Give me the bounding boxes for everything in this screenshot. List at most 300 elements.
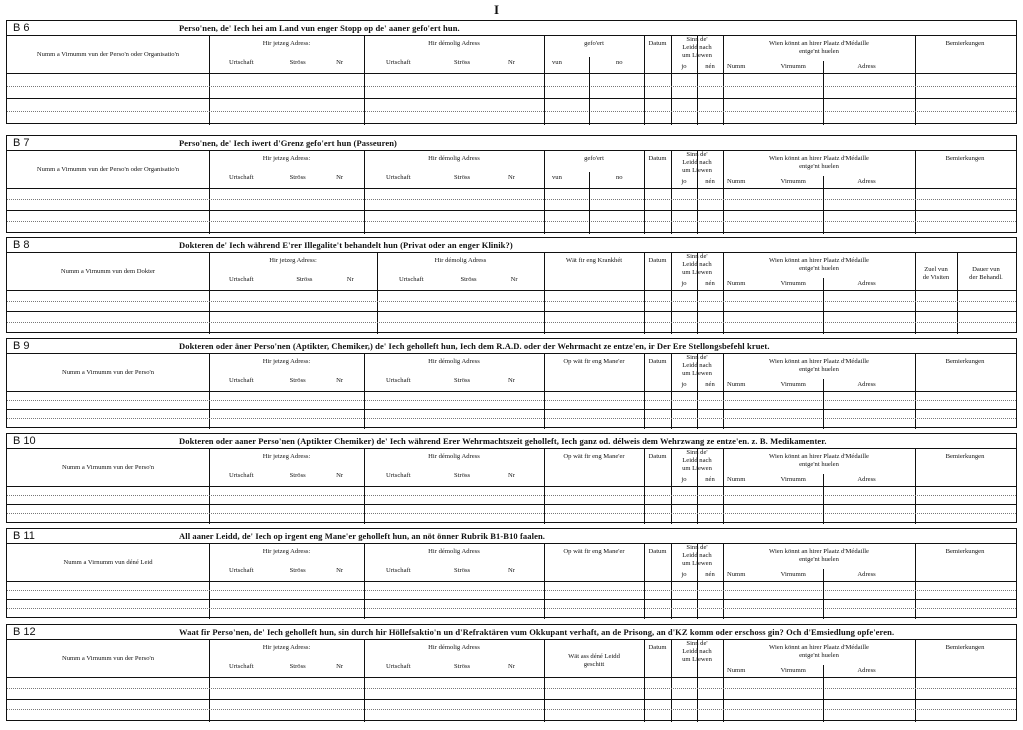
entry-cell[interactable] [915,391,1015,409]
medal-header-line2: entge'nt huelen [799,48,839,55]
current-street-label: Ströss [289,59,306,66]
entry-cell[interactable] [7,486,209,504]
former-street-label: Ströss [454,663,471,670]
medal-header-line2: entge'nt huelen [799,652,839,659]
name-header: Numm a Virnumm vun der Perso'n [61,369,155,376]
entry-cell[interactable] [364,504,544,522]
entry-cell[interactable] [697,486,723,504]
entry-cell[interactable] [364,98,544,123]
entry-cell[interactable] [544,409,644,427]
former-place-label: Urtschaft [386,567,411,574]
current-place-label: Urtschaft [229,59,254,66]
alive-yes-label: jo [681,381,687,388]
visits-header-line2: de Visiten [922,274,950,281]
former-place-label: Urtschaft [386,174,411,181]
entry-cell[interactable] [544,73,644,98]
alive-header-line3: um Liewen [682,52,712,59]
section-header [7,339,1016,354]
entry-cell[interactable] [671,98,697,123]
section-title: Perso'nen, de' Iech iwert d'Grenz gefo'ert hun (Passeuren) [179,138,397,148]
entry-cell[interactable] [915,98,1015,123]
alive-header-line1: Sinn de' [686,36,708,43]
medal-firstname-label: Virnumm [780,667,806,674]
alive-no-label: nén [705,280,715,287]
current-address-header: Hir jetzeg Adress: [262,155,311,162]
name-header: Numm a Virnumm vun der Perso'n [61,464,155,471]
section-title: Waat fir Perso'nen, de' Iech geholleft hun, sin durch hir Höllefsaktio'n un d'Refraktären vum Okkupant verhaft, an de Prisong, an d'KZ komm oder erschoss gin? Och d'Emsiedlung opfe'eren. [179,627,895,637]
entry-cell[interactable] [7,290,209,311]
entry-cell[interactable] [957,311,1015,332]
former-address-header: Hir démolig Adress [428,358,480,365]
former-no-label: Nr [508,663,515,670]
entry-cell[interactable] [644,188,671,210]
entry-cell[interactable] [364,677,544,699]
entry-cell[interactable] [209,391,364,409]
entry-cell[interactable] [7,210,209,232]
current-no-label: Nr [336,377,344,384]
transport-header: gefo'ert [584,40,604,47]
entry-cell[interactable] [671,311,697,332]
current-place-label: Urtschaft [229,663,254,670]
medal-firstname-label: Virnumm [780,63,806,70]
entry-cell[interactable] [915,486,1015,504]
entry-cell[interactable] [697,290,723,311]
medal-header-line2: entge'nt huelen [799,163,839,170]
entry-cell[interactable] [915,311,957,332]
entry-cell[interactable] [723,699,915,721]
entry-cell[interactable] [209,188,364,210]
alive-header-line3: um Liewen [682,560,712,567]
entry-cell[interactable] [723,73,915,98]
entry-cell[interactable] [671,677,697,699]
entry-cell[interactable] [644,210,671,232]
alive-header-line1: Sinn de' [686,354,708,361]
entry-cell[interactable] [697,699,723,721]
entry-cell[interactable] [697,581,723,599]
entry-cell[interactable] [544,188,644,210]
entry-cell[interactable] [671,188,697,210]
entry-cell[interactable] [697,311,723,332]
former-no-label: Nr [508,567,515,574]
section-title: Dokteren oder aaner Perso'nen (Aptikter Chemiker) de' Iech während Erer Wehrmachtszeit geholleft, Iech ganz od. délweis dem Wehrzwang ze entze'en. z. B. Medikamenter. [179,436,827,446]
alive-header-line1: Sinn de' [686,544,708,551]
section-b7 [6,135,1017,233]
entry-cell[interactable] [644,599,671,617]
former-street-label: Ströss [454,174,471,181]
entry-cell[interactable] [671,599,697,617]
entry-cell[interactable] [915,504,1015,522]
entry-cell[interactable] [671,581,697,599]
transport-to-label: no [616,174,623,181]
entry-cell[interactable] [915,409,1015,427]
entry-cell[interactable] [671,210,697,232]
entry-cell[interactable] [723,504,915,522]
current-place-label: Urtschaft [229,276,254,283]
medal-header-line2: entge'nt huelen [799,265,839,272]
section-b11 [6,528,1017,618]
visits-header-line1: Zuel vun [924,266,948,273]
entry-cell[interactable] [209,504,364,522]
alive-no-label: nén [705,381,715,388]
former-address-header: Hir démolig Adress [428,548,480,555]
entry-cell[interactable] [723,311,915,332]
medal-address-label: Adress [857,571,876,578]
section-header [7,238,1016,253]
entry-cell[interactable] [915,599,1015,617]
section-header [7,21,1016,36]
former-place-label: Urtschaft [386,59,411,66]
entry-cell[interactable] [7,409,209,427]
entry-cell[interactable] [544,210,644,232]
medal-name-label: Numm [727,667,746,674]
alive-yes-label: jo [681,476,687,483]
section-header [7,529,1016,544]
entry-cell[interactable] [7,699,209,721]
entry-cell[interactable] [209,311,377,332]
page-mark: I [494,2,500,17]
section-b10 [6,433,1017,523]
current-street-label: Ströss [289,663,306,670]
treatment-duration-line1: Dauer vun [972,266,1000,273]
entry-cell[interactable] [7,98,209,123]
current-no-label: Nr [336,174,344,181]
medal-header-line2: entge'nt huelen [799,461,839,468]
entry-cell[interactable] [915,699,1015,721]
entry-cell[interactable] [209,210,364,232]
entry-cell[interactable] [644,311,671,332]
entry-cell[interactable] [544,290,644,311]
entry-cell[interactable] [644,391,671,409]
entry-cell[interactable] [7,391,209,409]
current-place-label: Urtschaft [229,174,254,181]
entry-cell[interactable] [723,210,915,232]
entry-cell[interactable] [209,581,364,599]
medal-address-label: Adress [857,381,876,388]
medal-name-label: Numm [727,178,746,185]
current-street-label: Ströss [289,377,306,384]
current-place-label: Urtschaft [229,472,254,479]
section-b12 [6,624,1017,721]
entry-cell[interactable] [915,290,957,311]
entry-cell[interactable] [7,504,209,522]
entry-cell[interactable] [544,486,644,504]
section-code: B 9 [13,340,30,352]
former-address-header: Hir démolig Adress [428,453,480,460]
alive-no-label: nén [705,178,715,185]
entry-cell[interactable] [544,599,644,617]
alive-header-line3: um Liewen [682,269,712,276]
medal-firstname-label: Virnumm [780,381,806,388]
entry-cell[interactable] [644,409,671,427]
alive-header-line2: Leidd nach [682,362,712,369]
entry-cell[interactable] [671,486,697,504]
entry-cell[interactable] [377,290,544,311]
alive-header-line1: Sinn de' [686,253,708,260]
entry-cell[interactable] [7,188,209,210]
medal-header: Wien könnt an hirer Plaatz d'Médaille [769,358,869,365]
entry-cell[interactable] [671,391,697,409]
medal-firstname-label: Virnumm [780,571,806,578]
medal-name-label: Numm [727,571,746,578]
section-title: Dokteren oder äner Perso'nen (Aptikter, Chemiker,) de' Iech geholleft hun, Iech dem R.A.D. oder der Wehrmacht ze entze'en, ir Der Ere Stellongsbefehl kruet. [179,341,770,351]
former-no-label: Nr [508,59,515,66]
former-street-label: Ströss [454,472,471,479]
medal-address-label: Adress [857,667,876,674]
entry-cell[interactable] [544,677,644,699]
alive-header-line3: um Liewen [682,465,712,472]
section-title: Dokteren de' Iech während E'rer Illegalite't behandelt hun (Privat oder an enger Klinik?) [179,240,513,250]
former-street-label: Ströss [454,59,471,66]
entry-cell[interactable] [364,210,544,232]
fate-header-line1: Wät ass déné Leidd [568,653,620,660]
alive-header-line1: Sinn de' [686,449,708,456]
entry-cell[interactable] [209,73,364,98]
entry-cell[interactable] [364,581,544,599]
alive-header-line2: Leidd nach [682,261,712,268]
entry-cell[interactable] [644,290,671,311]
entry-cell[interactable] [915,210,1015,232]
entry-cell[interactable] [723,581,915,599]
entry-cell[interactable] [644,677,671,699]
current-street-label: Ströss [289,174,306,181]
remarks-header: Bemierkungen [945,548,985,555]
alive-no-label: nén [705,476,715,483]
name-header: Numm a Virnumm vun dem Dokter [60,268,156,275]
entry-cell[interactable] [7,311,209,332]
transport-from-label: vun [552,174,562,181]
entry-cell[interactable] [723,486,915,504]
current-place-label: Urtschaft [229,567,254,574]
medal-name-label: Numm [727,280,746,287]
entry-cell[interactable] [697,98,723,123]
fate-header-line2: geschitt [583,661,605,668]
detail-header: Op wät fir eng Mane'er [563,548,625,555]
entry-cell[interactable] [723,290,915,311]
section-code: B 7 [13,137,30,149]
section-code: B 8 [13,239,30,251]
alive-yes-label: jo [681,178,687,185]
remarks-header: Bemierkungen [945,644,985,651]
entry-cell[interactable] [697,504,723,522]
entry-cell[interactable] [544,581,644,599]
entry-cell[interactable] [544,699,644,721]
former-place-label: Urtschaft [386,663,411,670]
entry-cell[interactable] [209,699,364,721]
medal-header: Wien könnt an hirer Plaatz d'Médaille [769,155,869,162]
section-code: B 11 [13,530,35,542]
alive-yes-label: jo [681,571,687,578]
entry-cell[interactable] [644,699,671,721]
current-no-label: Nr [336,59,344,66]
entry-cell[interactable] [377,311,544,332]
treatment-duration-line2: der Behandl. [969,274,1003,281]
alive-header-line2: Leidd nach [682,159,712,166]
date-header: Datum [648,257,667,264]
entry-cell[interactable] [723,391,915,409]
section-code: B 12 [13,626,36,638]
medal-name-label: Numm [727,476,746,483]
alive-yes-label: jo [681,63,687,70]
entry-cell[interactable] [697,188,723,210]
entry-cell[interactable] [364,599,544,617]
entry-cell[interactable] [209,599,364,617]
former-place-label: Urtschaft [386,377,411,384]
current-no-label: Nr [336,472,344,479]
alive-header-line1: Sinn de' [686,151,708,158]
current-address-header: Hir jetzeg Adress: [262,40,311,47]
entry-cell[interactable] [644,98,671,123]
entry-cell[interactable] [364,486,544,504]
former-address-header: Hir démolig Adress [428,40,480,47]
medal-name-label: Numm [727,63,746,70]
alive-header-line3: um Liewen [682,656,712,663]
entry-cell[interactable] [364,409,544,427]
entry-cell[interactable] [364,73,544,98]
medal-firstname-label: Virnumm [780,178,806,185]
remarks-header: Bemierkungen [945,358,985,365]
alive-no-label: nén [705,571,715,578]
former-address-header: Hir démolig Adress [428,644,480,651]
entry-cell[interactable] [697,210,723,232]
medal-header: Wien könnt an hirer Plaatz d'Médaille [769,453,869,460]
entry-cell[interactable] [209,677,364,699]
entry-cell[interactable] [7,677,209,699]
entry-cell[interactable] [364,391,544,409]
entry-cell[interactable] [544,391,644,409]
former-street-label: Ströss [460,276,477,283]
entry-cell[interactable] [671,504,697,522]
medal-header-line2: entge'nt huelen [799,556,839,563]
entry-cell[interactable] [671,73,697,98]
entry-cell[interactable] [364,188,544,210]
medal-firstname-label: Virnumm [780,280,806,287]
alive-header-line2: Leidd nach [682,552,712,559]
entry-cell[interactable] [697,599,723,617]
name-header: Numm a Virnumm vun der Perso'n oder Organisatio'n [36,51,180,58]
entry-cell[interactable] [723,677,915,699]
current-no-label: Nr [346,276,354,283]
entry-cell[interactable] [915,188,1015,210]
section-b9 [6,338,1017,428]
entry-cell[interactable] [209,409,364,427]
remarks-header: Bemierkungen [945,40,985,47]
current-street-label: Ströss [289,472,306,479]
entry-cell[interactable] [671,290,697,311]
section-title: Perso'nen, de' Iech hei am Land vun enger Stopp op de' aaner gefo'ert hun. [179,23,460,33]
alive-no-label: nén [705,63,715,70]
entry-cell[interactable] [644,581,671,599]
entry-cell[interactable] [957,290,1015,311]
section-b8 [6,237,1017,333]
entry-cell[interactable] [209,290,377,311]
entry-cell[interactable] [697,73,723,98]
current-no-label: Nr [336,663,344,670]
entry-cell[interactable] [723,409,915,427]
former-no-label: Nr [508,472,515,479]
entry-cell[interactable] [544,504,644,522]
detail-header: Op wät fir eng Mane'er [563,453,625,460]
entry-cell[interactable] [697,391,723,409]
section-header [7,136,1016,151]
date-header: Datum [648,453,667,460]
date-header: Datum [648,548,667,555]
medal-header: Wien könnt an hirer Plaatz d'Médaille [769,40,869,47]
entry-cell[interactable] [915,677,1015,699]
entry-cell[interactable] [364,699,544,721]
section-header [7,625,1016,640]
former-no-label: Nr [508,377,515,384]
alive-header-line3: um Liewen [682,167,712,174]
current-address-header: Hir jetzeg Adress: [262,548,311,555]
transport-header: gefo'ert [584,155,604,162]
entry-cell[interactable] [723,98,915,123]
entry-cell[interactable] [915,581,1015,599]
entry-cell[interactable] [697,677,723,699]
alive-header-line2: Leidd nach [682,648,712,655]
entry-cell[interactable] [723,188,915,210]
entry-cell[interactable] [915,73,1015,98]
current-street-label: Ströss [296,276,313,283]
transport-to-label: no [616,59,623,66]
former-place-label: Urtschaft [399,276,424,283]
alive-header-line3: um Liewen [682,370,712,377]
name-header: Numm a Virnumm vun der Perso'n [61,655,155,662]
medal-address-label: Adress [857,280,876,287]
medal-header-line2: entge'nt huelen [799,366,839,373]
section-title: All aaner Leidd, de' Iech op irgent eng Mane'er geholleft hun, an nöt önner Rubrik B1-B10 faalen. [179,531,546,541]
current-place-label: Urtschaft [229,377,254,384]
name-header: Numm a Virnumm vun déné Leid [63,559,153,566]
entry-cell[interactable] [7,73,209,98]
detail-header: Op wät fir eng Mane'er [563,358,625,365]
medal-header: Wien könnt an hirer Plaatz d'Médaille [769,548,869,555]
entry-cell[interactable] [671,699,697,721]
entry-cell[interactable] [7,599,209,617]
detail-header: Wät fir eng Krankhét [565,257,623,264]
alive-header-line2: Leidd nach [682,44,712,51]
medal-address-label: Adress [857,178,876,185]
entry-cell[interactable] [671,409,697,427]
remarks-header: Bemierkungen [945,155,985,162]
date-header: Datum [648,644,667,651]
entry-cell[interactable] [7,581,209,599]
date-header: Datum [648,155,667,162]
alive-header-line1: Sinn de' [686,640,708,647]
entry-cell[interactable] [644,504,671,522]
section-b6 [6,20,1017,124]
entry-cell[interactable] [644,486,671,504]
former-address-header: Hir démolig Adress [434,257,487,264]
entry-cell[interactable] [544,311,644,332]
entry-cell[interactable] [209,98,364,123]
former-no-label: Nr [510,276,518,283]
current-address-header: Hir jetzeg Adress: [262,453,311,460]
former-no-label: Nr [508,174,515,181]
former-address-header: Hir démolig Adress [428,155,480,162]
medal-address-label: Adress [857,63,876,70]
entry-cell[interactable] [644,73,671,98]
medal-firstname-label: Virnumm [780,476,806,483]
medal-header: Wien könnt an hirer Plaatz d'Médaille [769,644,869,651]
entry-cell[interactable] [544,98,644,123]
entry-cell[interactable] [723,599,915,617]
medal-name-label: Numm [727,381,746,388]
entry-cell[interactable] [697,409,723,427]
former-street-label: Ströss [454,377,471,384]
former-street-label: Ströss [454,567,471,574]
section-code: B 6 [13,22,30,34]
entry-cell[interactable] [209,486,364,504]
